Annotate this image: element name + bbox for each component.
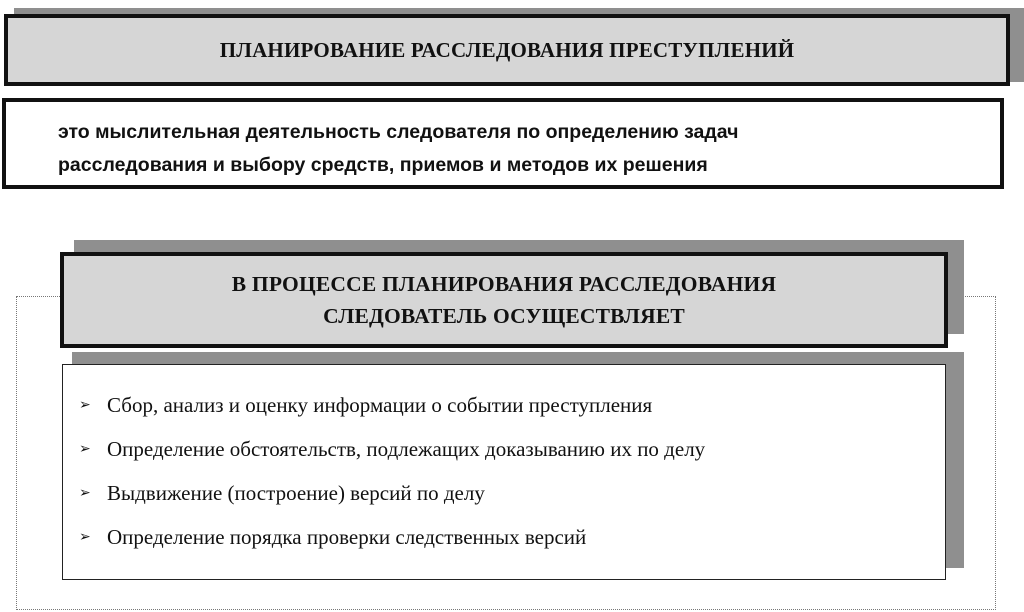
list-item: ➢ Определение обстоятельств, подлежащих доказыванию их по делу (63, 434, 705, 464)
arrowhead-bullet-icon: ➢ (79, 397, 91, 413)
list-item: ➢ Сбор, анализ и оценку информации о событии преступления (63, 390, 652, 420)
arrowhead-bullet-icon: ➢ (79, 485, 91, 501)
process-title-line-2: СЛЕДОВАТЕЛЬ ОСУЩЕСТВЛЯЕТ (323, 304, 685, 328)
definition-box (2, 98, 1004, 189)
definition-line-1: это мыслительная деятельность следователя по определению задач (58, 121, 739, 143)
process-list-box (62, 364, 946, 580)
arrowhead-bullet-icon: ➢ (79, 529, 91, 545)
process-title-box (60, 252, 948, 348)
page-title: ПЛАНИРОВАНИЕ РАССЛЕДОВАНИЯ ПРЕСТУПЛЕНИЙ (219, 37, 795, 62)
list-item: ➢ Определение порядка проверки следственных версий (63, 522, 586, 552)
list-item: ➢ Выдвижение (построение) версий по делу (63, 478, 485, 508)
definition-line-2: расследования и выбору средств, приемов и методов их решения (58, 154, 708, 176)
arrowhead-bullet-icon: ➢ (79, 441, 91, 457)
page-title-box (4, 14, 1010, 86)
process-title-line-1: В ПРОЦЕССЕ ПЛАНИРОВАНИЯ РАССЛЕДОВАНИЯ (231, 272, 777, 296)
